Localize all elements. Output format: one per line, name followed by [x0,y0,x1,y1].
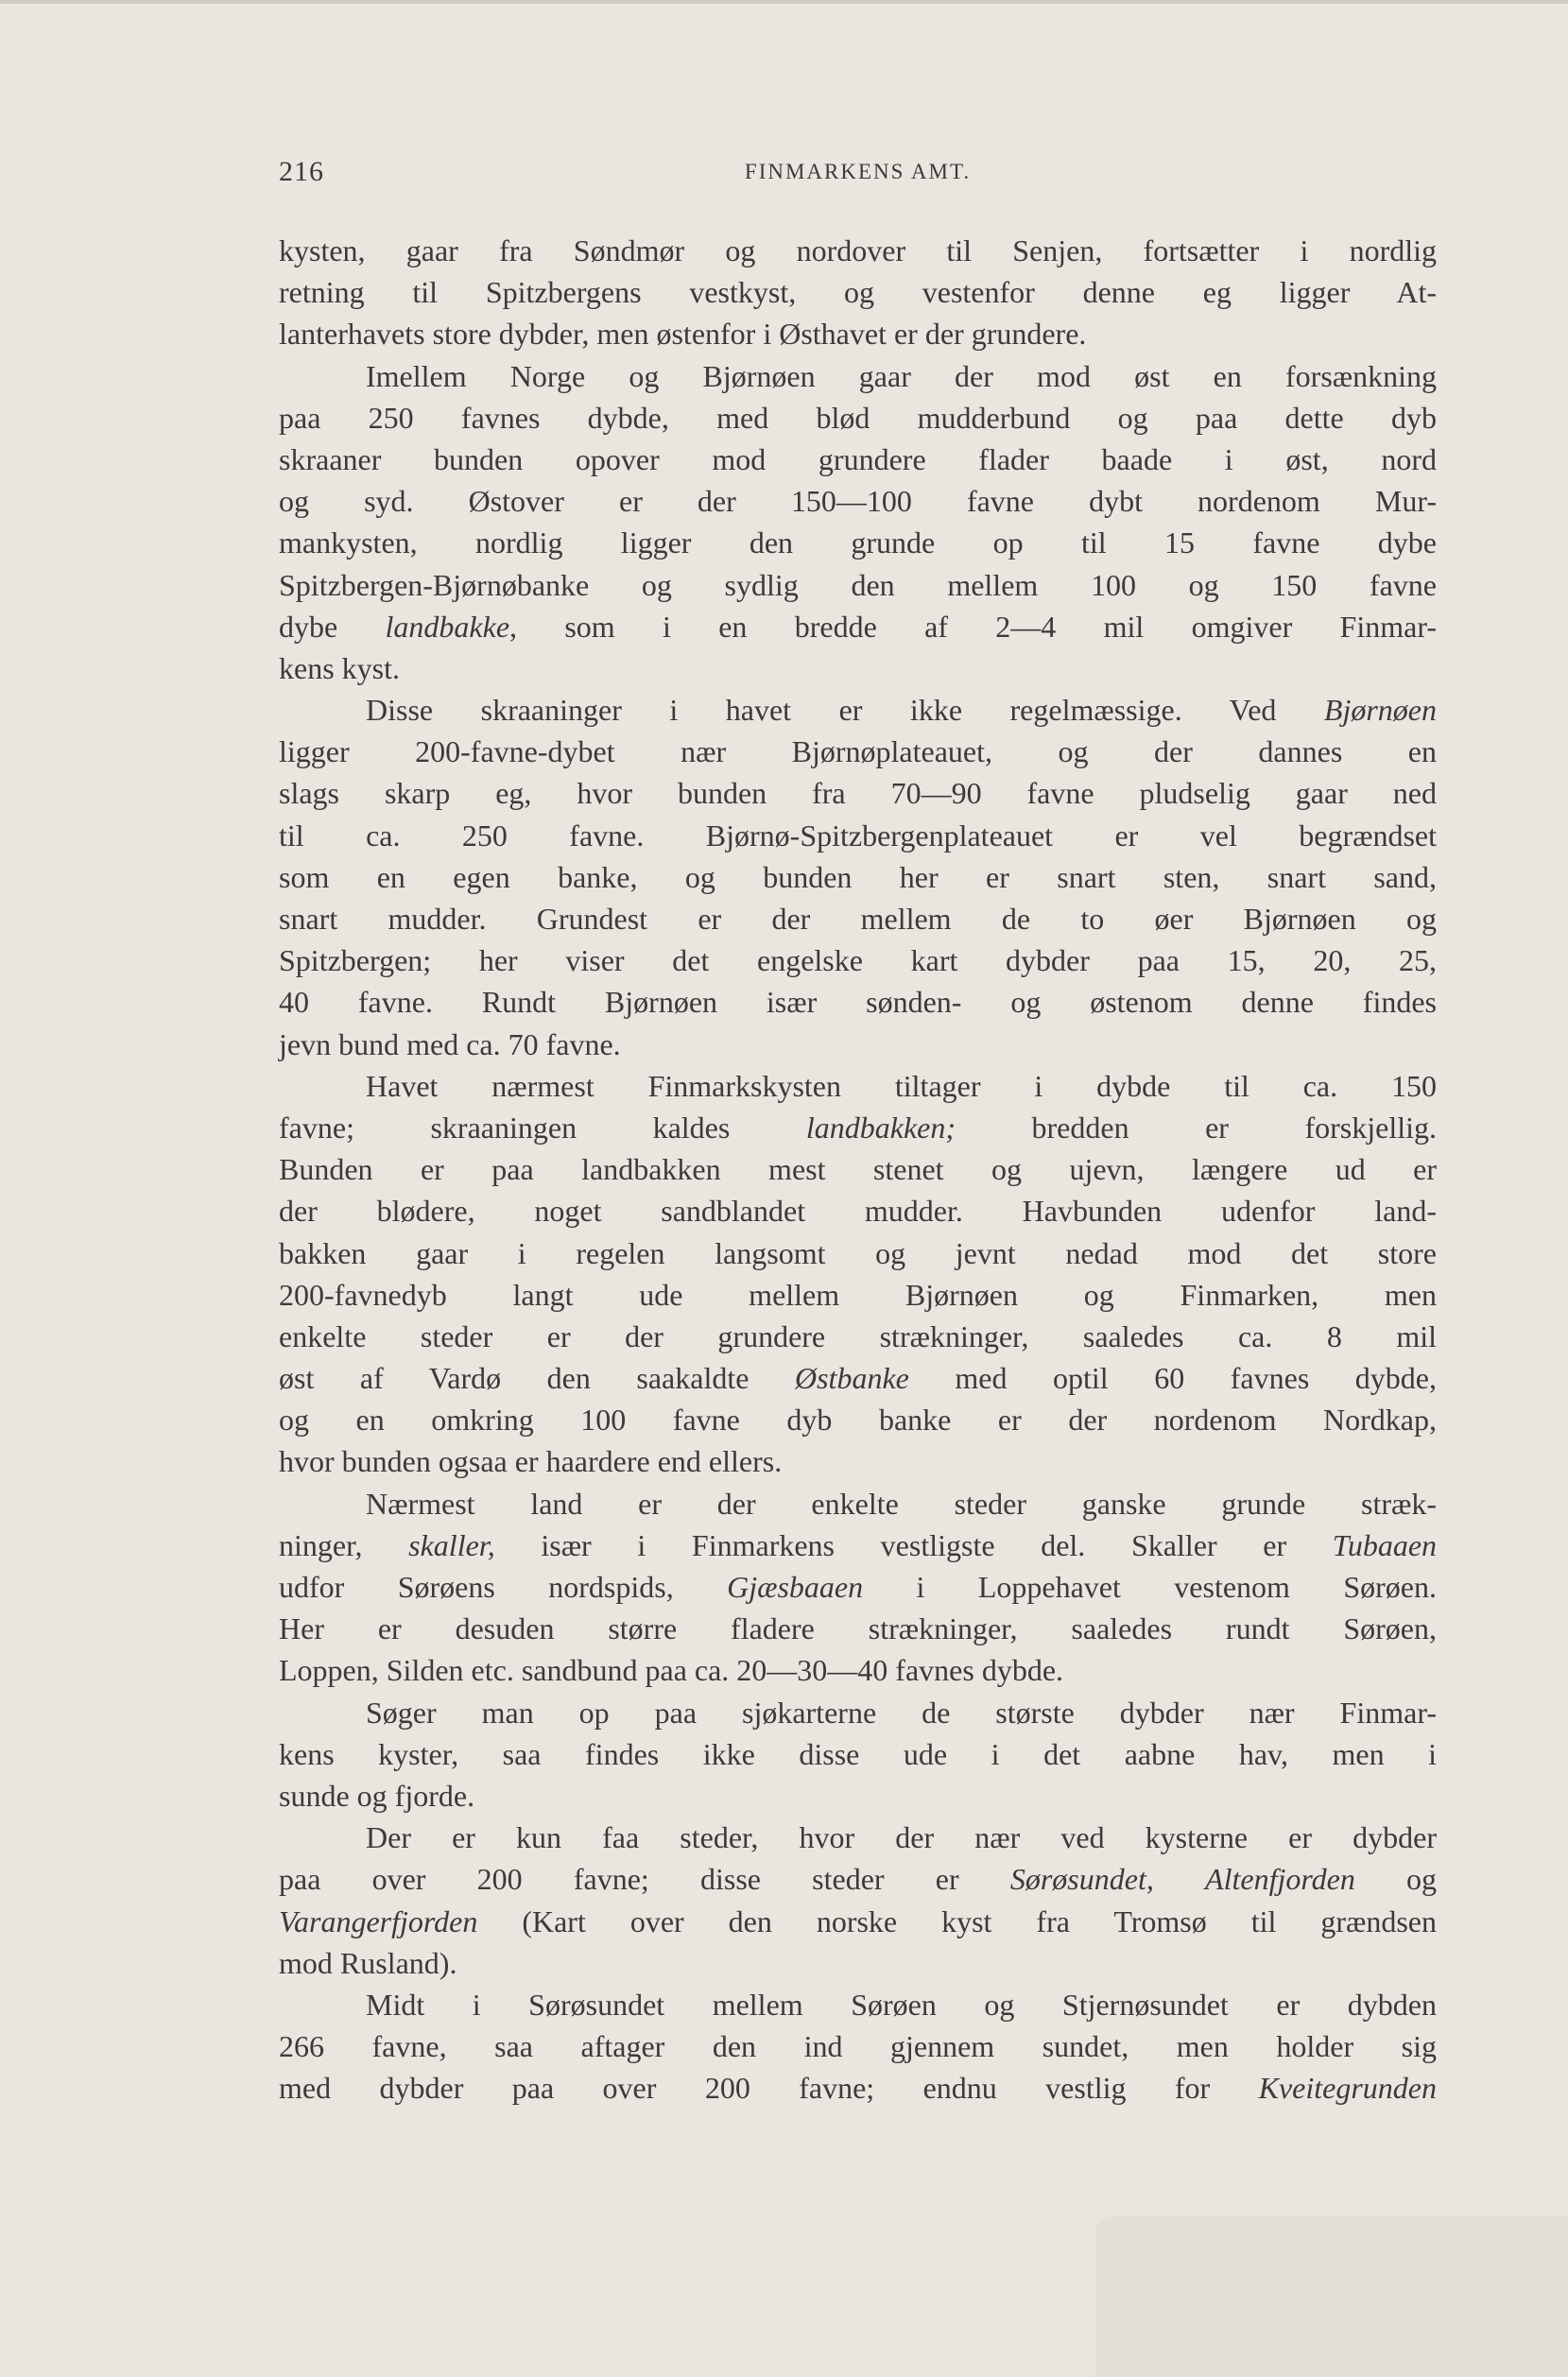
text-line: Disse skraaninger i havet er ikke regelmæssige. Ved Bjørnøen [366,693,1437,728]
text-line: Imellem Norge og Bjørnøen gaar der mod øst en forsænkning [366,358,1437,393]
text-line: Der er kun faa steder, hvor der nær ved kysterne er dybder [366,1820,1437,1855]
scan-corner-shade [1095,2216,1568,2377]
text-line: til ca. 250 favne. Bjørnø-Spitzbergenplateauet er vel begrændset [279,818,1437,853]
text-line: jevn bund med ca. 70 favne. [279,1026,621,1061]
text-line: Havet nærmest Finmarkskysten tiltager i dybde til ca. 150 [366,1068,1437,1103]
text-line: hvor bunden ogsaa er haardere end ellers. [279,1444,783,1479]
text-line: udfor Sørøens nordspids, Gjæsbaaen i Loppehavet vestenom Sørøen. [279,1570,1438,1604]
text-line: ligger 200-favne-dybet nær Bjørnøplateauet, og der dannes en [279,734,1437,769]
text-line: Bunden er paa landbakken mest stenet og ujevn, længere ud er [279,1152,1437,1187]
italic-term: Varangerfjorden [279,1903,478,1938]
text-line: kens kyster, saa findes ikke disse ude i det aabne hav, men i [279,1736,1437,1771]
italic-term: Sørøsundet, [1009,1862,1154,1897]
running-head: FINMARKENS AMT. [744,160,972,183]
italic-term: Bjørnøen [1323,693,1437,728]
text-line: Varangerfjorden (Kart over den norske kyst fra Tromsø til grændsen [279,1903,1437,1938]
text-line: Spitzbergen; her viser det engelske kart dybder paa 15, 20, 25, [279,943,1437,978]
italic-term: Østbanke [794,1361,909,1396]
text-line: mankysten, nordlig ligger den grunde op til 15 favne dybe [279,525,1437,560]
text-line: der blødere, noget sandblandet mudder. Havbunden udenfor land- [279,1194,1437,1229]
italic-term: landbakke [385,609,510,644]
text-line: snart mudder. Grundest er der mellem de to øer Bjørnøen og [279,902,1437,936]
text-line: kens kyst. [279,650,400,685]
page-number: 216 [279,156,324,187]
text-line: og en omkring 100 favne dyb banke er der nordenom Nordkap, [279,1403,1437,1438]
text-line: paa over 200 favne; disse steder er Sørøsundet, Altenfjorden og [279,1862,1438,1897]
text-line: retning til Spitzbergens vestkyst, og vestenfor denne eg ligger At- [279,275,1437,310]
text-line: med dybder paa over 200 favne; endnu vestlig for Kveitegrunden [279,2071,1437,2106]
italic-term: Gjæsbaaen [727,1570,864,1604]
text-line: Spitzbergen-Bjørnøbanke og sydlig den mellem 100 og 150 favne [279,567,1437,602]
italic-term: Tubaaen [1332,1527,1438,1562]
text-line: Her er desuden større fladere strækninger, saaledes rundt Sørøen, [279,1611,1437,1646]
text-line: 40 favne. Rundt Bjørnøen især sønden- og østenom denne findes [279,985,1437,1020]
text-line: slags skarp eg, hvor bunden fra 70—90 favne pludselig gaar ned [279,776,1437,811]
text-line: og syd. Østover er der 150—100 favne dybt nordenom Mur- [279,484,1437,519]
text-line: Midt i Sørøsundet mellem Sørøen og Stjernøsundet er dybden [366,1987,1437,2022]
text-line: som en egen banke, og bunden her er snart sten, snart sand, [279,859,1437,894]
text-line: mod Rusland). [279,1945,457,1980]
text-line: lanterhavets store dybder, men østenfor i Østhavet er der grundere. [279,317,1087,352]
text-line: kysten, gaar fra Søndmør og nordover til Senjen, fortsætter i nordlig [279,233,1437,267]
text-line: 200-favnedyb langt ude mellem Bjørnøen og Finmarken, men [279,1277,1437,1312]
text-line: enkelte steder er der grundere strækninger, saaledes ca. 8 mil [279,1318,1437,1353]
text-line: dybe landbakke, som i en bredde af 2—4 mil omgiver Finmar- [279,609,1438,644]
text-line: bakken gaar i regelen langsomt og jevnt nedad mod det store [279,1235,1437,1270]
italic-term: Altenfjorden [1205,1862,1355,1897]
page-top-edge [0,0,1568,4]
page-header [279,156,1437,194]
text-line: Loppen, Silden etc. sandbund paa ca. 20—30—40 favnes dybde. [279,1653,1064,1688]
text-line: paa 250 favnes dybde, med blød mudderbund og paa dette dyb [279,400,1437,435]
text-line: sunde og fjorde. [279,1778,475,1813]
text-line: Nærmest land er der enkelte steder ganske grunde stræk- [366,1486,1437,1521]
italic-term: skaller, [408,1527,495,1562]
text-line: skraaner bunden opover mod grundere flader baade i øst, nord [279,441,1437,476]
body-text [279,230,1437,2109]
text-line: favne; skraaningen kaldes landbakken; bredden er forskjellig. [279,1110,1438,1145]
text-line: ninger, skaller, især i Finmarkens vestligste del. Skaller er Tubaaen [279,1527,1438,1562]
italic-term: Kveitegrunden [1258,2071,1437,2106]
text-line: 266 favne, saa aftager den ind gjennem sundet, men holder sig [279,2029,1437,2064]
text-line: øst af Vardø den saakaldte Østbanke med optil 60 favnes dybde, [279,1361,1438,1396]
italic-term: landbakken; [805,1110,956,1145]
text-line: Søger man op paa sjøkarterne de største dybder nær Finmar- [366,1695,1437,1730]
